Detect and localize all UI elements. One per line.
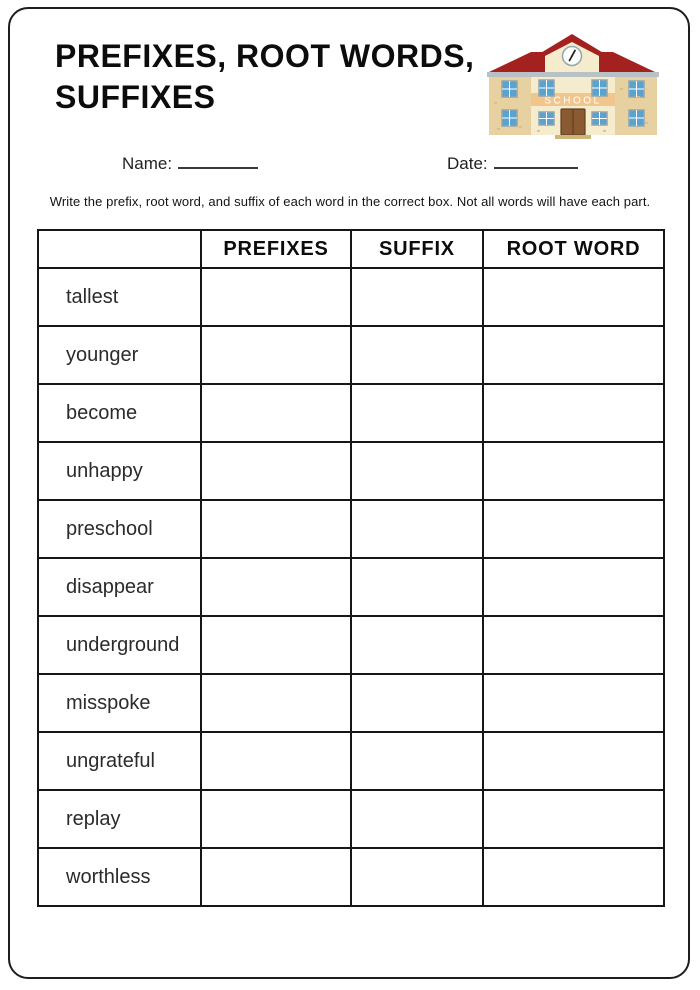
table-row [38, 790, 664, 848]
header-suffix: SUFFIX [351, 230, 483, 268]
prefix-answer-cell [201, 326, 351, 384]
suffix-answer-cell [351, 732, 483, 790]
window-icon [629, 81, 644, 97]
window-icon [629, 110, 644, 126]
school-building-svg [487, 26, 659, 144]
table-row [38, 558, 664, 616]
suffix-answer-cell [351, 790, 483, 848]
prefix-answer-cell [201, 616, 351, 674]
school-building-icon [487, 26, 659, 144]
table-row [38, 268, 664, 326]
root-word-answer-cell [483, 616, 664, 674]
word-label: preschool [38, 500, 201, 558]
table-row [38, 442, 664, 500]
table-row [38, 848, 664, 906]
root-word-answer-cell [483, 384, 664, 442]
word-label: unhappy [38, 442, 201, 500]
clock-icon [563, 47, 582, 66]
suffix-answer-cell [351, 326, 483, 384]
prefix-answer-cell [201, 384, 351, 442]
page-title [55, 36, 474, 118]
table-header-row [38, 230, 664, 268]
suffix-answer-cell [351, 268, 483, 326]
word-label: become [38, 384, 201, 442]
word-label: replay [38, 790, 201, 848]
suffix-answer-cell [351, 442, 483, 500]
prefix-answer-cell [201, 674, 351, 732]
root-word-answer-cell [483, 848, 664, 906]
word-label: worthless [38, 848, 201, 906]
name-date-row [0, 154, 700, 178]
prefix-answer-cell [201, 732, 351, 790]
table-row [38, 616, 664, 674]
suffix-answer-cell [351, 848, 483, 906]
prefix-answer-cell [201, 790, 351, 848]
roof-eaves [487, 72, 659, 77]
date-blank-line [494, 155, 578, 169]
window-icon [539, 80, 554, 96]
instructions-text: Write the prefix, root word, and suffix of each word in the correct box. Not all words will have each part. [49, 194, 651, 209]
suffix-answer-cell [351, 500, 483, 558]
root-word-answer-cell [483, 500, 664, 558]
school-banner-text: SCHOOL [544, 95, 602, 107]
prefix-answer-cell [201, 500, 351, 558]
table-row [38, 500, 664, 558]
prefix-answer-cell [201, 848, 351, 906]
suffix-answer-cell [351, 616, 483, 674]
prefix-answer-cell [201, 558, 351, 616]
window-icon [592, 112, 607, 125]
window-icon [539, 112, 554, 125]
suffix-answer-cell [351, 674, 483, 732]
word-label: disappear [38, 558, 201, 616]
page-title-line2: SUFFIXES [55, 79, 216, 115]
word-label: misspoke [38, 674, 201, 732]
root-word-answer-cell [483, 268, 664, 326]
door-step [555, 135, 591, 139]
root-word-answer-cell [483, 558, 664, 616]
table-row [38, 674, 664, 732]
word-label: ungrateful [38, 732, 201, 790]
word-label: younger [38, 326, 201, 384]
suffix-answer-cell [351, 558, 483, 616]
name-blank-line [178, 155, 258, 169]
root-word-answer-cell [483, 674, 664, 732]
word-label: underground [38, 616, 201, 674]
word-label: tallest [38, 268, 201, 326]
suffix-answer-cell [351, 384, 483, 442]
window-icon [592, 80, 607, 96]
prefix-answer-cell [201, 268, 351, 326]
root-word-answer-cell [483, 326, 664, 384]
table-row [38, 732, 664, 790]
name-field-group [122, 154, 258, 174]
date-label: Date: [447, 154, 488, 173]
root-word-answer-cell [483, 442, 664, 500]
word-table [37, 229, 665, 907]
root-word-answer-cell [483, 732, 664, 790]
table-row [38, 384, 664, 442]
name-label: Name: [122, 154, 173, 173]
table-row [38, 326, 664, 384]
date-field-group [447, 154, 578, 174]
root-word-answer-cell [483, 790, 664, 848]
header-prefixes: PREFIXES [201, 230, 351, 268]
window-icon [502, 110, 517, 126]
prefix-answer-cell [201, 442, 351, 500]
header-word-blank [38, 230, 201, 268]
header-root-word: ROOT WORD [483, 230, 664, 268]
window-icon [502, 81, 517, 97]
page-title-line1: PREFIXES, ROOT WORDS, [55, 38, 475, 74]
